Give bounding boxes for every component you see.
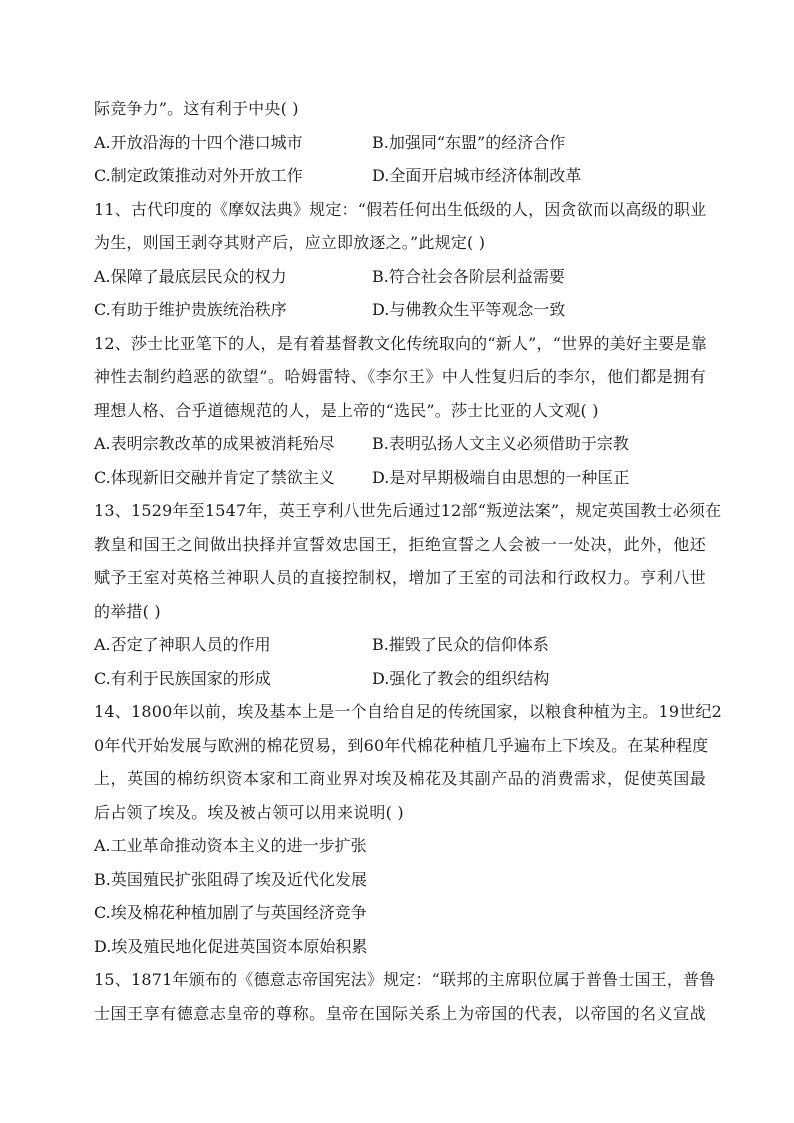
question-11-option-a[interactable]: A.保障了最底层民众的权力: [94, 266, 287, 286]
question-14-stem-line-3: 上，英国的棉纺织资本家和工商业界对埃及棉花及其副产品的消费需求，促使英国最: [94, 769, 706, 788]
question-10-options-row-2: [94, 159, 706, 193]
question-12-option-b[interactable]: B.表明弘扬人文主义必须借助于宗教: [372, 434, 629, 453]
question-10-option-b[interactable]: B.加强同“东盟”的经济合作: [372, 132, 566, 152]
question-12-options-row-2: [94, 461, 706, 495]
question-15-stem-line-1: 15、1871年颁布的《德意志帝国宪法》规定：“联邦的主席职位属于普鲁士国王，普鲁: [94, 970, 716, 989]
question-14-option-c[interactable]: C.埃及棉花种植加剧了与英国经济竞争: [94, 903, 367, 922]
question-11-stem-line-2: 为生，则国王剥夺其财产后，应立即放逐之。”此规定( ): [94, 233, 486, 252]
question-13-options-row-2: [94, 662, 706, 696]
question-11-option-b[interactable]: B.符合社会各阶层利益需要: [372, 266, 565, 286]
question-13-stem-line-1: 13、1529年至1547年，英王亨利八世先后通过12部“叛逆法案”，规定英国教士必须在: [94, 501, 722, 520]
question-12-stem-line-3: 理想人格、合乎道德规范的人，是上帝的“选民”。莎士比亚的人文观( ): [94, 400, 599, 420]
question-13-stem-line-3: 赋予王室对英格兰神职人员的直接控制权，增加了王室的司法和行政权力。亨利八世: [94, 568, 706, 587]
question-12-stem-line-2: 神性去制约趋恶的欲望”。哈姆雷特、《李尔王》中人性复归后的李尔，他们都是拥有: [94, 367, 706, 386]
question-15: [94, 963, 716, 1030]
question-14-option-b[interactable]: B.英国殖民扩张阻碍了埃及近代化发展: [94, 869, 367, 889]
question-12-stem-line-1: 12、莎士比亚笔下的人，是有着基督教文化传统取向的“新人”，“世界的美好主要是靠: [94, 333, 707, 353]
exam-page: [94, 92, 723, 1030]
question-11-options-row-2: [94, 293, 706, 327]
question-13-options-row-1: [94, 628, 706, 662]
question-11-options-row-1: [94, 260, 706, 294]
question-10-option-a[interactable]: A.开放沿海的十四个港口城市: [94, 132, 303, 152]
question-13-option-d[interactable]: D.强化了教会的组织结构: [372, 668, 550, 688]
question-12-option-c[interactable]: C.体现新旧交融并肯定了禁欲主义: [94, 467, 335, 487]
question-12-options-row-1: [94, 427, 706, 461]
question-11-stem-line-1: 11、古代印度的《摩奴法典》规定：“假若任何出生低级的人，因贪欲而以高级的职业: [94, 199, 707, 219]
question-14-stem-line-2: 0年代开始发展与欧洲的棉花贸易，到60年代棉花种植几乎遍布上下埃及。在某种程度: [94, 735, 709, 755]
question-10: [94, 92, 706, 193]
question-15-stem-line-2: 士国王享有德意志皇帝的尊称。皇帝在国际关系上为帝国的代表，以帝国的名义宣战: [94, 1003, 706, 1023]
question-13: [94, 494, 722, 695]
question-11-option-c[interactable]: C.有助于维护贵族统治秩序: [94, 300, 287, 319]
question-14-stem-line-1: 14、1800年以前，埃及基本上是一个自给自足的传统国家，以粮食种植为主。19世纪2: [94, 702, 723, 721]
question-10-option-d[interactable]: D.全面开启城市经济体制改革: [372, 166, 582, 185]
question-14-option-d[interactable]: D.埃及殖民地化促进英国资本原始积累: [94, 936, 368, 956]
question-11: [94, 193, 706, 327]
question-12-option-d[interactable]: D.是对早期极端自由思想的一种匡正: [372, 467, 630, 487]
question-10-option-c[interactable]: C.制定政策推动对外开放工作: [94, 166, 303, 185]
question-13-stem-line-2: 教皇和国王之间做出抉择并宣誓效忠国王，拒绝宣誓之人会被一一处决，此外，他还: [94, 534, 706, 554]
question-12-option-a[interactable]: A.表明宗教改革的成果被消耗殆尽: [94, 434, 335, 453]
question-14: [94, 695, 723, 963]
question-13-stem-line-4: 的举措( ): [94, 601, 161, 621]
question-13-option-c[interactable]: C.有利于民族国家的形成: [94, 668, 271, 688]
question-12: [94, 327, 706, 495]
question-14-stem-line-4: 后占领了埃及。埃及被占领可以用来说明( ): [94, 802, 404, 822]
question-10-options-row-1: [94, 126, 706, 160]
question-13-option-b[interactable]: B.摧毁了民众的信仰体系: [372, 635, 549, 654]
question-11-option-d[interactable]: D.与佛教众生平等观念一致: [372, 300, 566, 319]
question-14-option-a[interactable]: A.工业革命推动资本主义的进一步扩张: [94, 836, 367, 855]
question-13-option-a[interactable]: A.否定了神职人员的作用: [94, 635, 271, 654]
question-10-tail: 际竞争力”。这有利于中央( ): [94, 99, 299, 118]
